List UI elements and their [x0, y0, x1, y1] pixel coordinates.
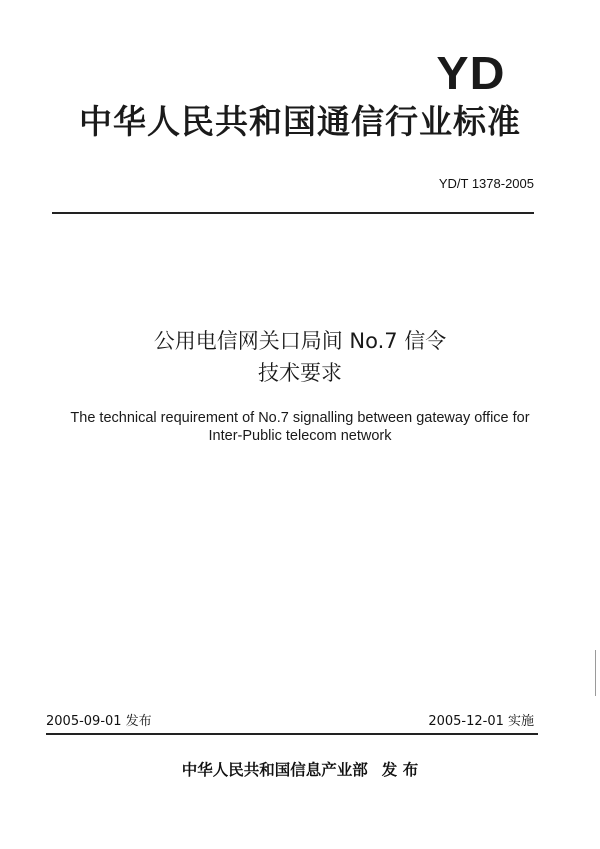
yd-logo: YD	[436, 47, 506, 99]
english-title-line-2: Inter-Public telecom network	[208, 428, 392, 444]
bottom-divider	[46, 733, 538, 735]
publisher-action: 发 布	[381, 761, 419, 779]
top-divider	[52, 212, 534, 214]
standard-category-title: 中华人民共和国通信行业标准	[79, 102, 521, 141]
implementation-date: 2005-12-01 实施	[428, 714, 534, 729]
scan-edge-mark	[595, 650, 596, 696]
issue-date: 2005-09-01 发布	[46, 714, 152, 729]
english-title-line-1: The technical requirement of No.7 signalling between gateway office for	[70, 410, 530, 426]
publisher-name: 中华人民共和国信息产业部	[181, 761, 368, 779]
standard-code: YD/T 1378-2005	[438, 176, 534, 191]
chinese-title-line-2: 技术要求	[258, 361, 342, 385]
chinese-title-line-1: 公用电信网关口局间 No.7 信令	[153, 329, 447, 353]
publisher-line	[0, 759, 600, 781]
